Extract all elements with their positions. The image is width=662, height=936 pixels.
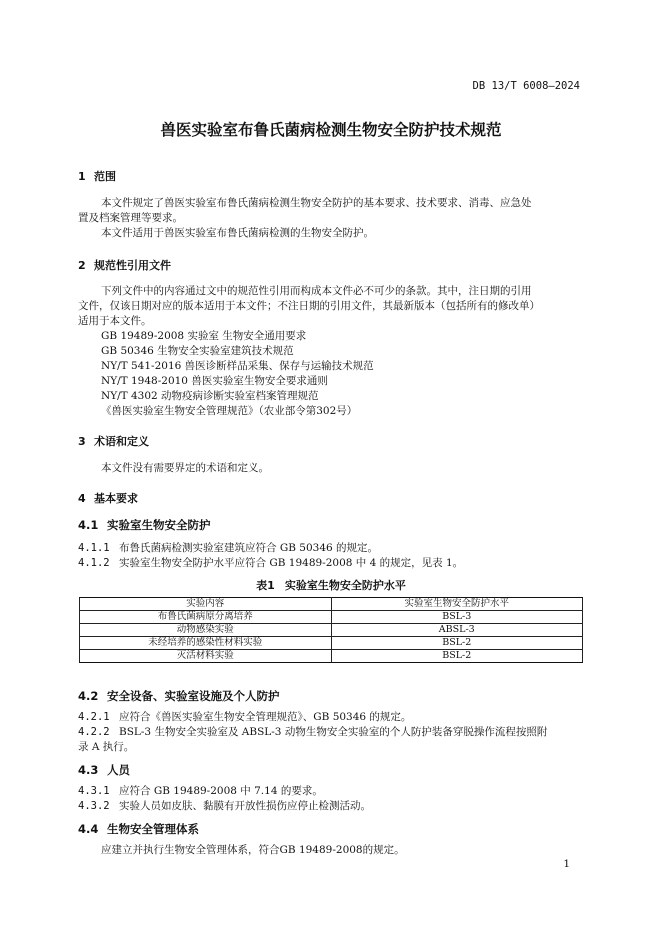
paragraph: 下列文件中的内容通过文中的规范性引用而构成本文件必不可少的条款。其中，注日期的引用 [101,285,532,297]
clause-item [78,784,323,798]
subsection-title: 人员 [107,763,130,777]
subsection-4-1-heading [78,517,211,533]
clause-number: 4.1.1 [78,542,110,554]
clause-item [78,541,378,555]
section-3-heading [78,433,149,449]
section-title: 基本要求 [94,492,138,505]
clause-item [78,556,463,570]
section-number: 3 [78,435,86,448]
clause-item [78,725,547,739]
reference-item: GB 19489-2008 实验室 生物安全通用要求 [101,330,307,342]
section-1-heading [78,168,116,184]
clause-number: 4.2.2 [78,726,110,738]
table-number: 表1 [256,579,275,592]
section-4-heading [78,490,138,506]
table-header-row [80,598,583,611]
subsection-number: 4.4 [78,822,99,836]
subsection-title: 安全设备、实验室设施及个人防护 [107,689,280,703]
clause-number: 4.2.1 [78,711,110,723]
table-title: 实验室生物安全防护水平 [284,579,406,592]
clause-number: 4.1.2 [78,557,110,569]
page-number: 1 [563,858,570,870]
subsection-title: 实验室生物安全防护 [107,518,211,532]
clause-continuation: 录 A 执行。 [78,741,135,753]
section-title: 术语和定义 [94,435,149,448]
clause-item [78,710,411,724]
clause-number: 4.3.2 [78,800,110,812]
reference-item: NY/T 4302 动物疫病诊断实验室档案管理规范 [101,390,319,402]
paragraph: 本文件适用于兽医实验室布鲁氏菌病检测的生物安全防护。 [101,227,374,239]
subsection-number: 4.3 [78,763,99,777]
clause-number: 4.3.1 [78,785,110,797]
table-cell: BSL-3 [331,611,583,624]
clause-text: 实验室生物安全防护水平应符合 GB 19489-2008 中 4 的规定，见表 1。 [119,557,464,569]
table-cell: 动物感染实验 [80,624,332,637]
section-number: 2 [78,259,86,272]
table-cell: 灭活材料实验 [80,650,332,663]
paragraph: 置及档案管理等要求。 [78,212,183,224]
clause-text: 实验人员如皮肤、黏膜有开放性损伤应停止检测活动。 [119,800,371,812]
paragraph: 文件，仅该日期对应的版本适用于本文件；不注日期的引用文件，其最新版本（包括所有的修改单） [78,300,540,312]
biosafety-level-table [79,597,583,663]
section-2-heading [78,257,171,273]
subsection-title: 生物安全管理体系 [107,822,199,836]
subsection-number: 4.2 [78,689,99,703]
table-row [80,650,583,663]
subsection-4-3-heading [78,762,130,778]
clause-item [78,799,371,813]
reference-item: GB 50346 生物安全实验室建筑技术规范 [101,345,294,357]
paragraph: 适用于本文件。 [78,315,152,327]
subsection-4-2-heading [78,688,280,704]
table-cell: ABSL-3 [331,624,583,637]
subsection-4-4-heading [78,821,199,837]
table-cell: 未经培养的感染性材料实验 [80,637,332,650]
table-cell: 布鲁氏菌病原分离培养 [80,611,332,624]
table-row [80,611,583,624]
table-caption [0,577,662,593]
column-header: 实验室生物安全防护水平 [331,598,583,611]
paragraph: 应建立并执行生物安全管理体系，符合GB 19489-2008的规定。 [101,844,405,856]
reference-item: 《兽医实验室生物安全管理规范》（农业部令第302号） [101,405,358,417]
clause-text: 应符合《兽医实验室生物安全管理规范》、GB 50346 的规定。 [119,711,412,723]
clause-text: 应符合 GB 19489-2008 中 7.14 的要求。 [119,785,323,797]
table-cell: BSL-2 [331,637,583,650]
reference-item: NY/T 1948-2010 兽医实验室生物安全要求通则 [101,375,328,387]
section-number: 4 [78,492,86,505]
clause-text: BSL-3 生物安全实验室及 ABSL-3 动物生物安全实验室的个人防护装备穿脱操作流程按照附 [119,726,548,738]
section-title: 范围 [94,170,116,183]
reference-item: NY/T 541-2016 兽医诊断样品采集、保存与运输技术规范 [101,360,374,372]
paragraph: 本文件没有需要界定的术语和定义。 [101,462,269,474]
clause-text: 布鲁氏菌病检测实验室建筑应符合 GB 50346 的规定。 [119,542,379,554]
subsection-number: 4.1 [78,518,99,532]
table-row [80,624,583,637]
page-title: 兽医实验室布鲁氏菌病检测生物安全防护技术规范 [160,121,502,139]
table-cell: BSL-2 [331,650,583,663]
paragraph: 本文件规定了兽医实验室布鲁氏菌病检测生物安全防护的基本要求、技术要求、消毒、应急处 [101,197,532,209]
table-row [80,637,583,650]
column-header: 实验内容 [80,598,332,611]
section-title: 规范性引用文件 [94,259,171,272]
section-number: 1 [78,170,86,183]
document-code: DB 13/T 6008—2024 [472,80,580,92]
